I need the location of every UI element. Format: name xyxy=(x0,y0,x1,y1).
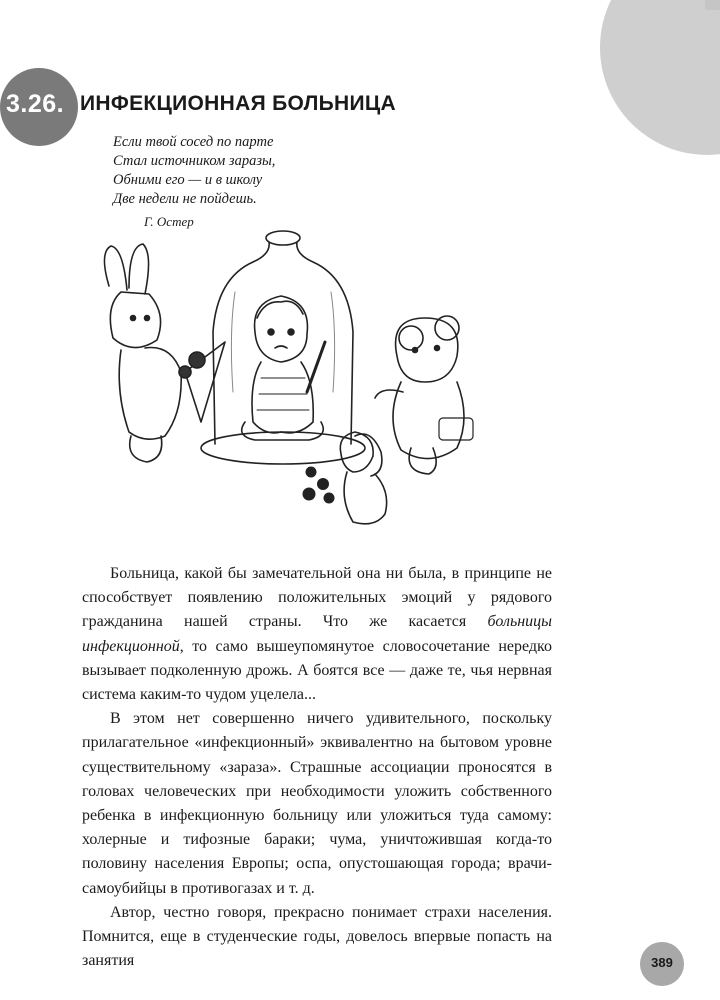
paragraph-text: Больница, какой бы замечательной она ни была, в принципе не способствует появлению положительных эмоций у рядового гражданина нашей страны. Что же касается xyxy=(82,565,552,631)
epigraph xyxy=(113,133,275,209)
epigraph-author: Г. Остер xyxy=(144,214,194,229)
emphasis-text: больницы инфекционной xyxy=(82,613,552,655)
paragraph xyxy=(82,562,552,707)
bell-jar-icon xyxy=(201,231,365,464)
page-number: 389 xyxy=(651,955,673,970)
rabbit-figure-icon xyxy=(104,244,225,462)
section-title: ИНФЕКЦИОННАЯ БОЛЬНИЦА xyxy=(80,92,396,115)
paragraph: Автор, честно говоря, прекрасно понимает страхи населения. Помнится, еще в студенческие годы, довелось впервые попасть на занятия xyxy=(82,903,552,970)
body-text xyxy=(82,562,552,973)
section-number: 3.26. xyxy=(6,90,65,118)
epigraph-line: Если твой сосед по парте xyxy=(113,134,274,150)
bear-figure-icon xyxy=(375,316,473,474)
child-figure-icon xyxy=(242,296,325,440)
epigraph-line: Обними его — и в школу xyxy=(113,172,263,188)
epigraph-line: Две недели не пойдешь. xyxy=(113,191,257,207)
paragraph: В этом нет совершенно ничего удивительного, поскольку прилагательное «инфекционный» эквивалентно на бытовом уровне существительному «зараза». Страшные ассоциации проносятся в головах человеческих при необходимости уложить собственного ребенка в инфекционную больницу или уложиться туда самому: холерные и тифозные бараки; чума, уничтожившая когда-то половину населения Европы; оспа, опустошающая города; врачи-самоубийцы в противогазах и т. д. xyxy=(82,710,552,897)
illustration xyxy=(85,222,505,552)
corner-decoration xyxy=(600,0,720,155)
berries-icon xyxy=(303,467,335,504)
paragraph-text: , то само вышеупомянутое словосочетание нередко вызывает подколенную дрожь. А боятся все — даже те, чья нервная система каким-то чудом уцелела... xyxy=(82,637,552,704)
epigraph-line: Стал источником заразы, xyxy=(113,153,276,169)
